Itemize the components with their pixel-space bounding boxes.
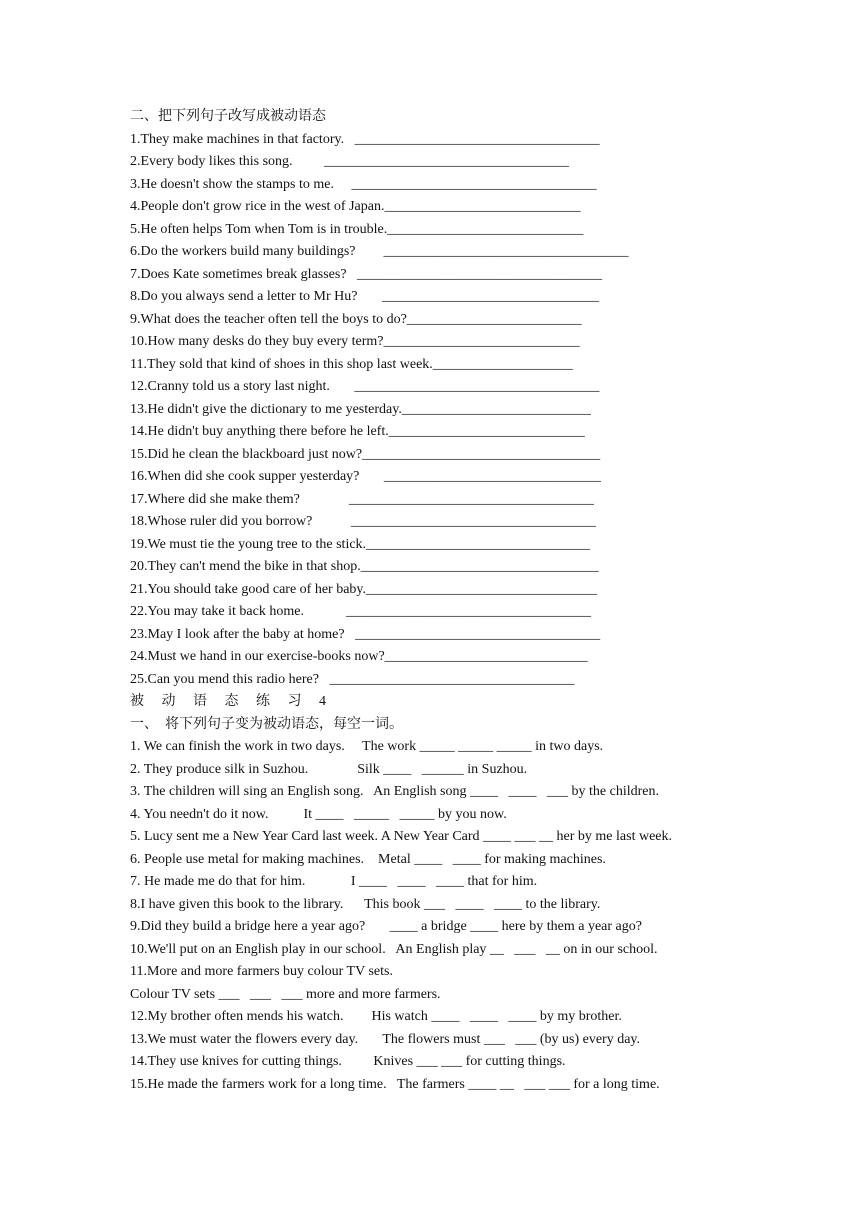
exercise-item: 14.They use knives for cutting things. Knives ___ ___ for cutting things. (130, 1054, 566, 1069)
section-heading: 一、 将下列句子变为被动语态，每空一词。 (130, 716, 403, 732)
exercise-item: 10.How many desks do they buy every term?____________________________ (130, 334, 580, 349)
practice-title: 被 动 语 态 练 习 4 (130, 694, 333, 709)
exercise-item: 13.He didn't give the dictionary to me yesterday.___________________________ (130, 401, 591, 417)
exercise-item: 4. You needn't do it now. It ____ _____ _____ by you now. (130, 806, 507, 822)
exercise-item: 22.You may take it back home. ___________________________________ (130, 604, 591, 619)
exercise-item: 23.May I look after the baby at home? ___________________________________ (130, 626, 601, 642)
exercise-item: 7. He made me do that for him. I ____ ____ ____ that for him. (130, 874, 538, 889)
exercise-item: 12.Cranny told us a story last night. ___________________________________ (130, 379, 600, 394)
exercise-item: 2.Every body likes this song. ___________________________________ (130, 154, 570, 169)
exercise-item: 8.Do you always send a letter to Mr Hu? _______________________________ (130, 289, 599, 304)
exercise-item: 24.Must we hand in our exercise-books now?_____________________________ (130, 649, 588, 664)
exercise-item: 1. We can finish the work in two days. The work _____ _____ _____ in two days. (130, 739, 604, 754)
exercise-item: 3. The children will sing an English song. An English song ____ ____ ___ by the children. (130, 784, 659, 799)
exercise-item: 6.Do the workers build many buildings? ___________________________________ (130, 244, 629, 259)
exercise-item: 8.I have given this book to the library. This book ___ ____ ____ to the library. (130, 896, 601, 912)
section-heading: 二、把下列句子改写成被动语态 (130, 109, 326, 124)
exercise-item: 20.They can't mend the bike in that shop.__________________________________ (130, 559, 599, 574)
exercise-item: 2. They produce silk in Suzhou. Silk ____ ______ in Suzhou. (130, 761, 528, 777)
exercise-item: 21.You should take good care of her baby._________________________________ (130, 581, 598, 597)
exercise-item: 18.Whose ruler did you borrow? ___________________________________ (130, 514, 596, 529)
exercise-item: 5. Lucy sent me a New Year Card last week. A New Year Card ____ ___ __ her by me last week. (130, 829, 672, 844)
exercise-item: 3.He doesn't show the stamps to me. ___________________________________ (130, 176, 597, 192)
exercise-item: 25.Can you mend this radio here? ___________________________________ (130, 671, 575, 687)
exercise-item: 1.They make machines in that factory. ___________________________________ (130, 131, 600, 147)
exercise-item: 16.When did she cook supper yesterday? _______________________________ (130, 469, 601, 484)
exercise-item: 19.We must tie the young tree to the stick.________________________________ (130, 536, 591, 552)
exercise-item: 10.We'll put on an English play in our school. An English play __ ___ __ on in our school. (130, 941, 658, 957)
exercise-item: 9.What does the teacher often tell the boys to do?_________________________ (130, 311, 582, 327)
exercise-item: 6. People use metal for making machines. Metal ____ ____ for making machines. (130, 851, 606, 867)
exercise-item: 9.Did they build a bridge here a year ago? ____ a bridge ____ here by them a year ago? (130, 919, 642, 934)
exercise-item: 7.Does Kate sometimes break glasses? ___________________________________ (130, 266, 603, 282)
exercise-item: 4.People don't grow rice in the west of Japan.____________________________ (130, 199, 581, 214)
exercise-item: 11.They sold that kind of shoes in this shop last week.____________________ (130, 356, 573, 372)
exercise-item: 17.Where did she make them? ___________________________________ (130, 491, 594, 507)
exercise-item: 11.More and more farmers buy colour TV sets. (130, 964, 393, 979)
exercise-item: 5.He often helps Tom when Tom is in trouble.____________________________ (130, 221, 584, 237)
exercise-item: 15.Did he clean the blackboard just now?__________________________________ (130, 446, 601, 462)
exercise-item: Colour TV sets ___ ___ ___ more and more farmers. (130, 986, 441, 1002)
exercise-item: 13.We must water the flowers every day. The flowers must ___ ___ (by us) every day. (130, 1031, 641, 1047)
exercise-item: 14.He didn't buy anything there before he left.____________________________ (130, 424, 585, 439)
exercise-item: 12.My brother often mends his watch. His watch ____ ____ ____ by my brother. (130, 1009, 622, 1024)
exercise-item: 15.He made the farmers work for a long time. The farmers ____ __ ___ ___ for a long time. (130, 1076, 660, 1092)
